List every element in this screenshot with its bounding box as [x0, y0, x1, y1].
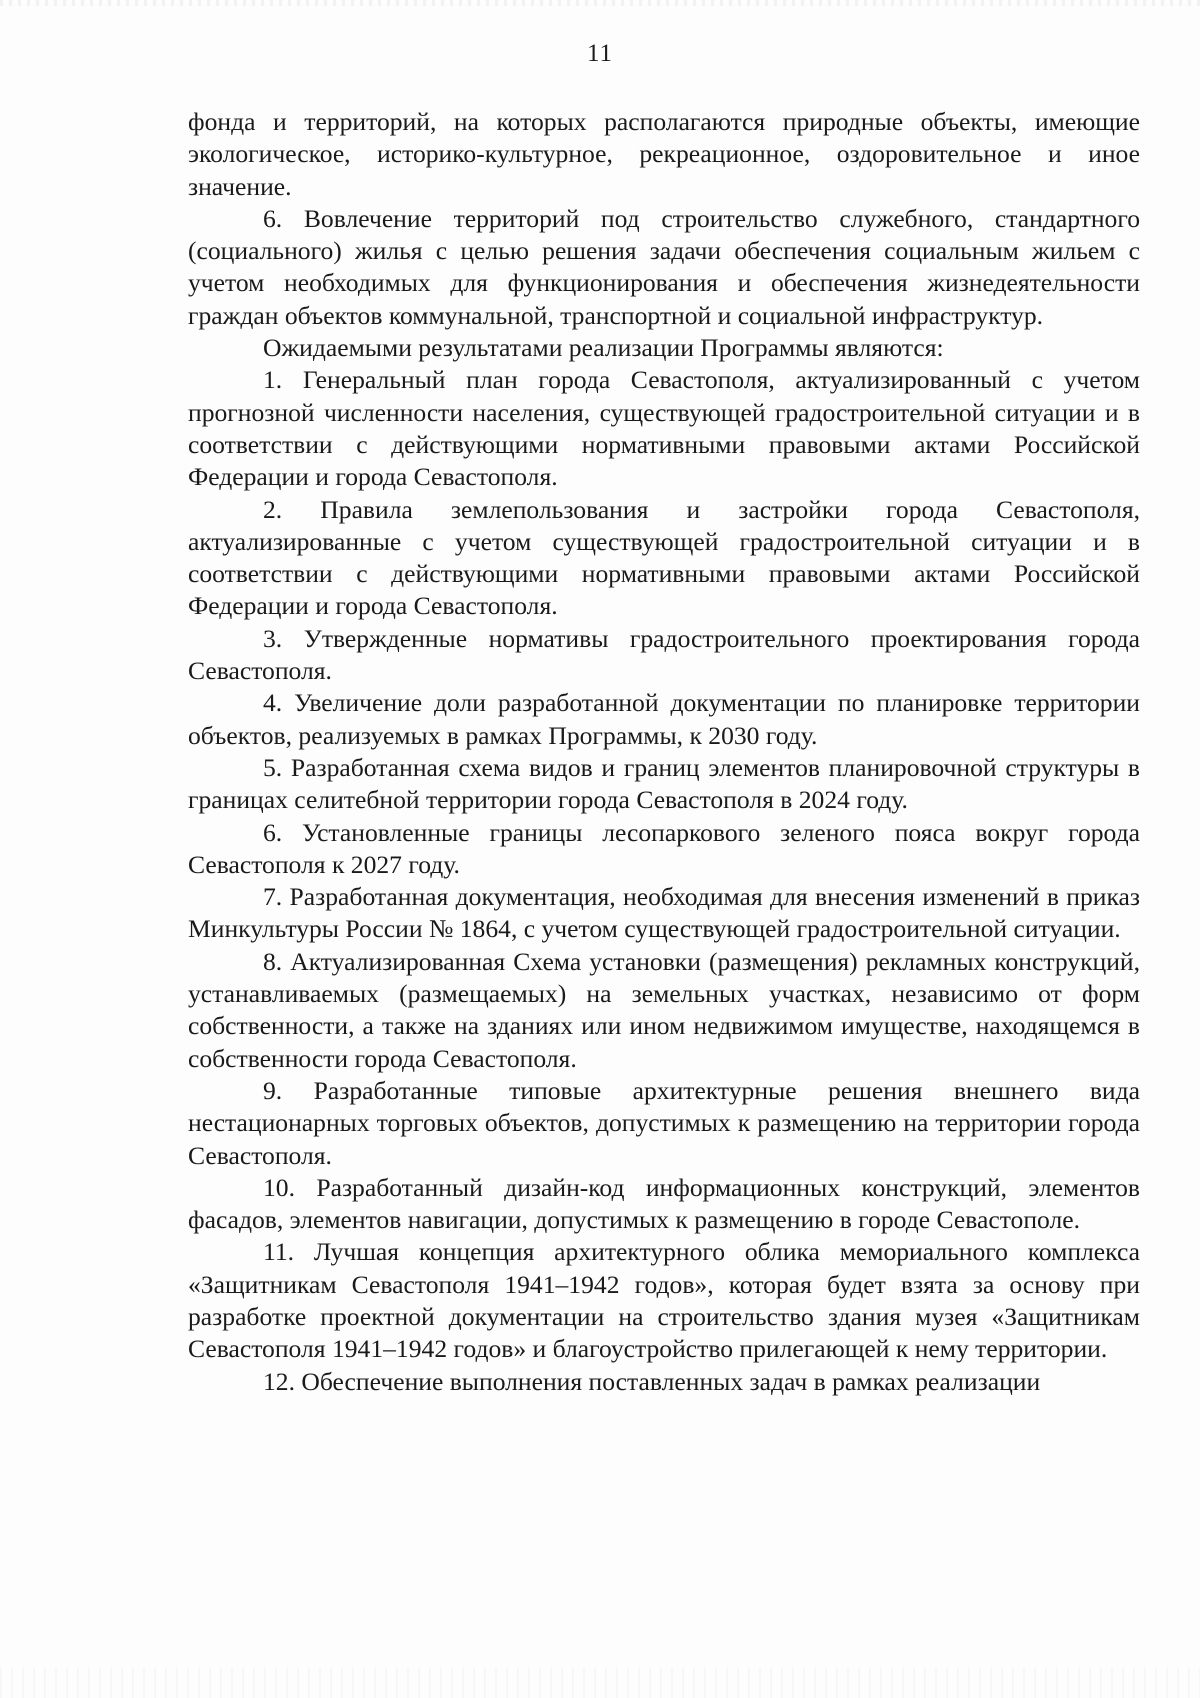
paragraph-result-11: 11. Лучшая концепция архитектурного облика мемориального комплекса «Защитникам Севастополя 1941–1942 годов», которая будет взята за основу при разработке проектной документации на строительство здания музея «Защитникам Севастополя 1941–1942 годов» и благоустройство прилегающей к нему территории. — [188, 1237, 1140, 1364]
document-body — [188, 106, 1140, 1398]
page-number: 11 — [586, 40, 614, 67]
paragraph-expected-results-intro: Ожидаемыми результатами реализации Программы являются: — [263, 333, 944, 363]
paragraph-result-12: 12. Обеспечение выполнения поставленных задач в рамках реализации — [263, 1366, 1041, 1396]
paragraph-result-9: 9. Разработанные типовые архитектурные решения внешнего вида нестационарных торговых объектов, допустимых к размещению на территории города Севастополя. — [188, 1075, 1140, 1170]
paragraph-result-7: 7. Разработанная документация, необходимая для внесения изменений в приказ Минкультуры России № 1864, с учетом существующей градостроительной ситуации. — [188, 882, 1140, 944]
scan-edge-bottom — [0, 1668, 1200, 1698]
paragraph-continuation: фонда и территорий, на которых располагаются природные объекты, имеющие экологическое, историко-культурное, рекреационное, оздоровительное и иное значение. — [188, 107, 1140, 201]
paragraph-result-8: 8. Актуализированная Схема установки (размещения) рекламных конструкций, устанавливаемых (размещаемых) на земельных участках, независимо от форм собственности, а также на зданиях или ином недвижимом имуществе, находящемся в собственности города Севастополя. — [188, 946, 1140, 1073]
paragraph-result-3: 3. Утвержденные нормативы градостроительного проектирования города Севастополя. — [188, 623, 1140, 686]
scan-edge-top — [0, 0, 1200, 6]
paragraph-result-6: 6. Установленные границы лесопаркового зеленого пояса вокруг города Севастополя к 2027 году. — [188, 817, 1140, 879]
paragraph-item-6-housing: 6. Вовлечение территорий под строительство служебного, стандартного (социального) жилья с целью решения задачи обеспечения социальным жильем с учетом необходимых для функционирования и обеспечения жизнедеятельности граждан объектов коммунальной, транспортной и социальной инфраструктур. — [188, 203, 1140, 330]
paragraph-result-5: 5. Разработанная схема видов и границ элементов планировочной структуры в границах селитебной территории города Севастополя в 2024 году. — [188, 752, 1140, 815]
paragraph-result-1: 1. Генеральный план города Севастополя, актуализированный с учетом прогнозной численности населения, существующей градостроительной ситуации и в соответствии с действующими нормативными правовыми актами Российской Федерации и города Севастополя. — [188, 365, 1140, 492]
paragraph-result-10: 10. Разработанный дизайн-код информационных конструкций, элементов фасадов, элементов навигации, допустимых к размещению в городе Севастополе. — [188, 1172, 1140, 1235]
paragraph-result-2: 2. Правила землепользования и застройки города Севастополя, актуализированные с учетом существующей градостроительной ситуации и в соответствии с действующими нормативными правовыми актами Российской Федерации и города Севастополя. — [188, 494, 1140, 621]
paragraph-result-4: 4. Увеличение доли разработанной документации по планировке территории объектов, реализуемых в рамках Программы, к 2030 году. — [188, 688, 1140, 750]
